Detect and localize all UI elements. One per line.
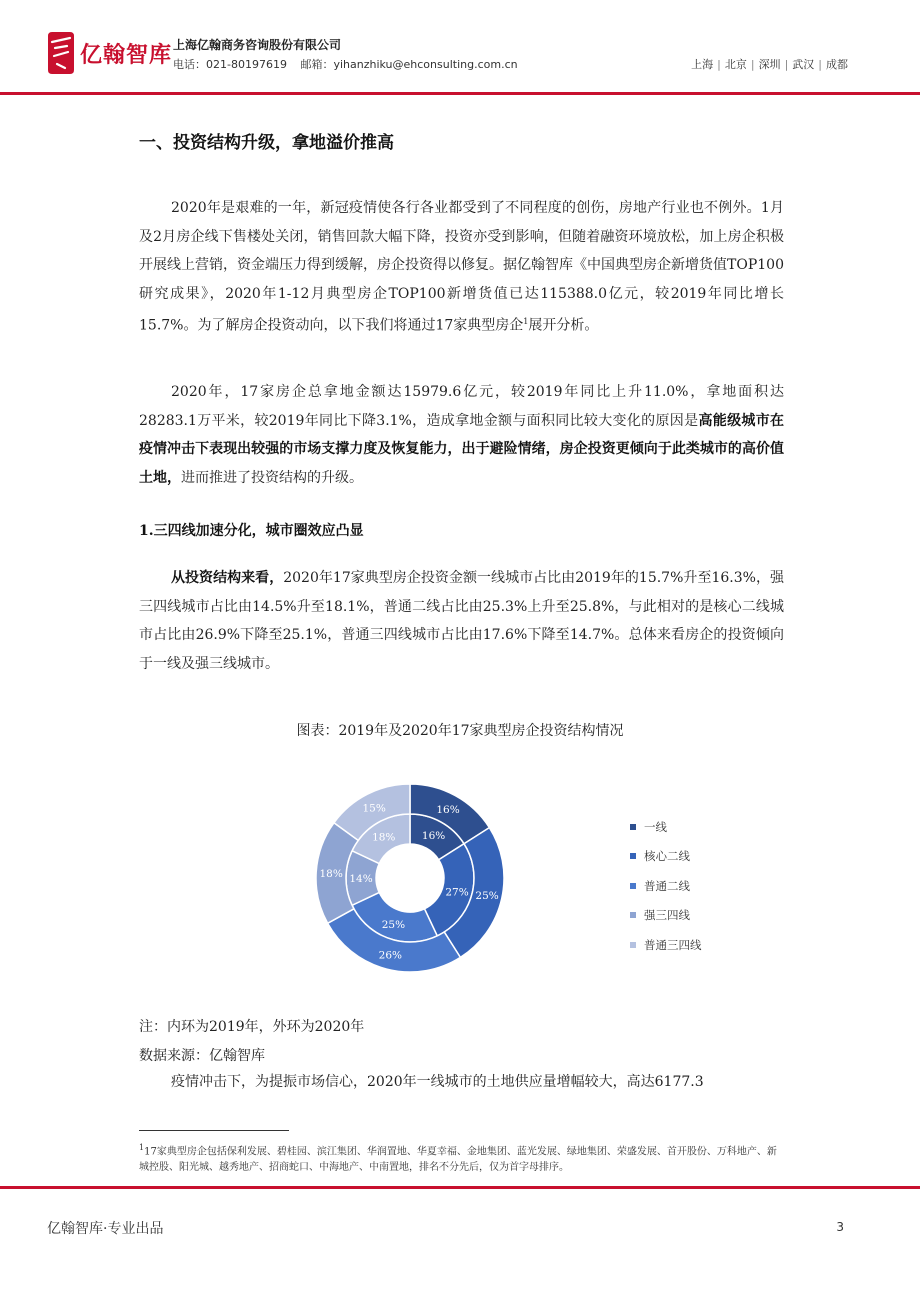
slice-data-label: 16%: [436, 803, 460, 816]
chart-legend: [630, 812, 702, 960]
legend-label: 一线: [644, 819, 667, 834]
figure-caption: 图表：2019年及2020年17家典型房企投资结构情况: [296, 723, 624, 739]
company-logo-icon: [46, 30, 76, 76]
slice-data-label: 18%: [372, 831, 396, 844]
header-divider: [0, 92, 920, 95]
footer-brand: 亿翰智库·专业出品: [47, 1221, 164, 1237]
contact-info: [173, 56, 528, 72]
paragraph-text: 展开分析。: [528, 317, 599, 334]
legend-swatch: [630, 883, 636, 889]
paragraph-text: 疫情冲击下，为提振市场信心，2020年一线城市的土地供应量增幅较大，高达6177.3: [171, 1074, 704, 1090]
legend-label: 普通二线: [644, 878, 690, 893]
paragraph-text: 进而推进了投资结构的升级。: [181, 469, 363, 486]
footnote-marker: 1: [523, 317, 529, 326]
slice-data-label: 16%: [421, 830, 446, 843]
city-label: 深圳: [758, 58, 781, 71]
legend-swatch: [630, 942, 636, 948]
city-label: 上海: [691, 58, 714, 71]
body-paragraph: [139, 378, 784, 492]
legend-label: 强三四线: [644, 908, 690, 923]
legend-swatch: [630, 853, 636, 859]
footnote-text: 17家典型房企包括保利发展、碧桂园、滨江集团、华润置地、华夏幸福、金地集团、蓝光发展、绿地集团、荣盛发展、首开股份、万科地产、新城控股、阳光城、越秀地产、招商蛇口、中海地产、中南置地，排名不分先后，仅为首字母排序。: [139, 1146, 777, 1174]
body-paragraph: [139, 194, 784, 340]
footer-divider: [0, 1186, 920, 1189]
slice-data-label: 27%: [445, 886, 469, 899]
data-source: 数据来源：亿翰智库: [139, 1048, 265, 1064]
city-label: 武汉: [792, 58, 815, 71]
legend-label: 核心二线: [644, 849, 690, 864]
city-label: 北京: [724, 58, 747, 71]
slice-data-label: 18%: [319, 868, 343, 881]
paragraph-text: 2020年是艰难的一年，新冠疫情使各行各业都受到了不同程度的创伤，房地产行业也不例外。1月及2月房企线下售楼处关闭，销售回款大幅下降，投资亦受到影响，但随着融资环境放松，加上房企积极开展线上营销，资金端压力得到缓解，房企投资得以修复。据亿翰智库《中国典型房企新增货值TOP100研究成果》，2020年1-12月典型房企TOP100新增货值已达115388.0亿元，较2019年同比增长15.7%。为了解房企投资动向，以下我们将通过17家典型房企: [139, 200, 784, 334]
page-header: [0, 0, 920, 96]
slice-data-label: 25%: [381, 919, 406, 932]
logo-text: 亿翰智库: [80, 43, 173, 68]
company-name: 上海亿翰商务咨询股份有限公司: [173, 38, 342, 52]
section-title: 一、投资结构升级，拿地溢价推高: [139, 133, 394, 153]
legend-item: [630, 812, 702, 842]
legend-label: 普通三四线: [644, 937, 702, 952]
body-paragraph: [139, 564, 784, 678]
footnote: [139, 1140, 784, 1176]
page-number: 3: [836, 1220, 844, 1234]
city-label: 成都: [826, 58, 848, 71]
slice-data-label: 14%: [349, 873, 373, 885]
paragraph-text: 2020年17家典型房企投资金额一线城市占比由2019年的15.7%升至16.3%，强三四线城市占比由14.5%升至18.1%，普通二线占比由25.3%上升至25.8%，与此相对的是核心二线城市占比由26.9%下降至25.1%，普通三四线城市占比由17.6%下降至14.7%。总体来看房企的投资倾向于一线及强三线城市。: [139, 570, 785, 672]
body-paragraph: [139, 1068, 784, 1097]
paragraph-emphasis: 高能级城市在疫情冲击下表现出较强的市场支撑力度及恢复能力，出于避险情绪，房企投资更倾向于此类城市的高价值土地，: [139, 412, 785, 486]
legend-item: [630, 901, 702, 931]
office-cities: 上海 | 北京 | 深圳 | 武汉 | 成都: [691, 58, 848, 71]
legend-item: [630, 930, 702, 960]
legend-swatch: [630, 912, 636, 918]
legend-item: [630, 842, 702, 872]
legend-swatch: [630, 824, 636, 830]
phone-number: 电话：021-80197619: [173, 58, 287, 71]
paragraph-text: 2020年，17家房企总拿地金额达15979.6亿元，较2019年同比上升11.0%，拿地面积达28283.1万平米，较2019年同比下降3.1%，造成拿地金额与面积同比较大变化的原因是: [139, 384, 784, 429]
slice-data-label: 26%: [378, 949, 403, 962]
email-address: 邮箱：yihanzhiku@ehconsulting.com.cn: [300, 58, 518, 71]
chart-note: 注：内环为2019年，外环为2020年: [139, 1019, 365, 1035]
slice-data-label: 25%: [475, 890, 499, 903]
footnote-number: 1: [139, 1143, 145, 1152]
footnote-divider: [139, 1130, 289, 1131]
subsection-title: 1.三四线加速分化，城市圈效应凸显: [139, 523, 364, 539]
slice-data-label: 15%: [362, 802, 386, 815]
paragraph-emphasis: 从投资结构来看，: [171, 570, 284, 586]
legend-item: [630, 871, 702, 901]
